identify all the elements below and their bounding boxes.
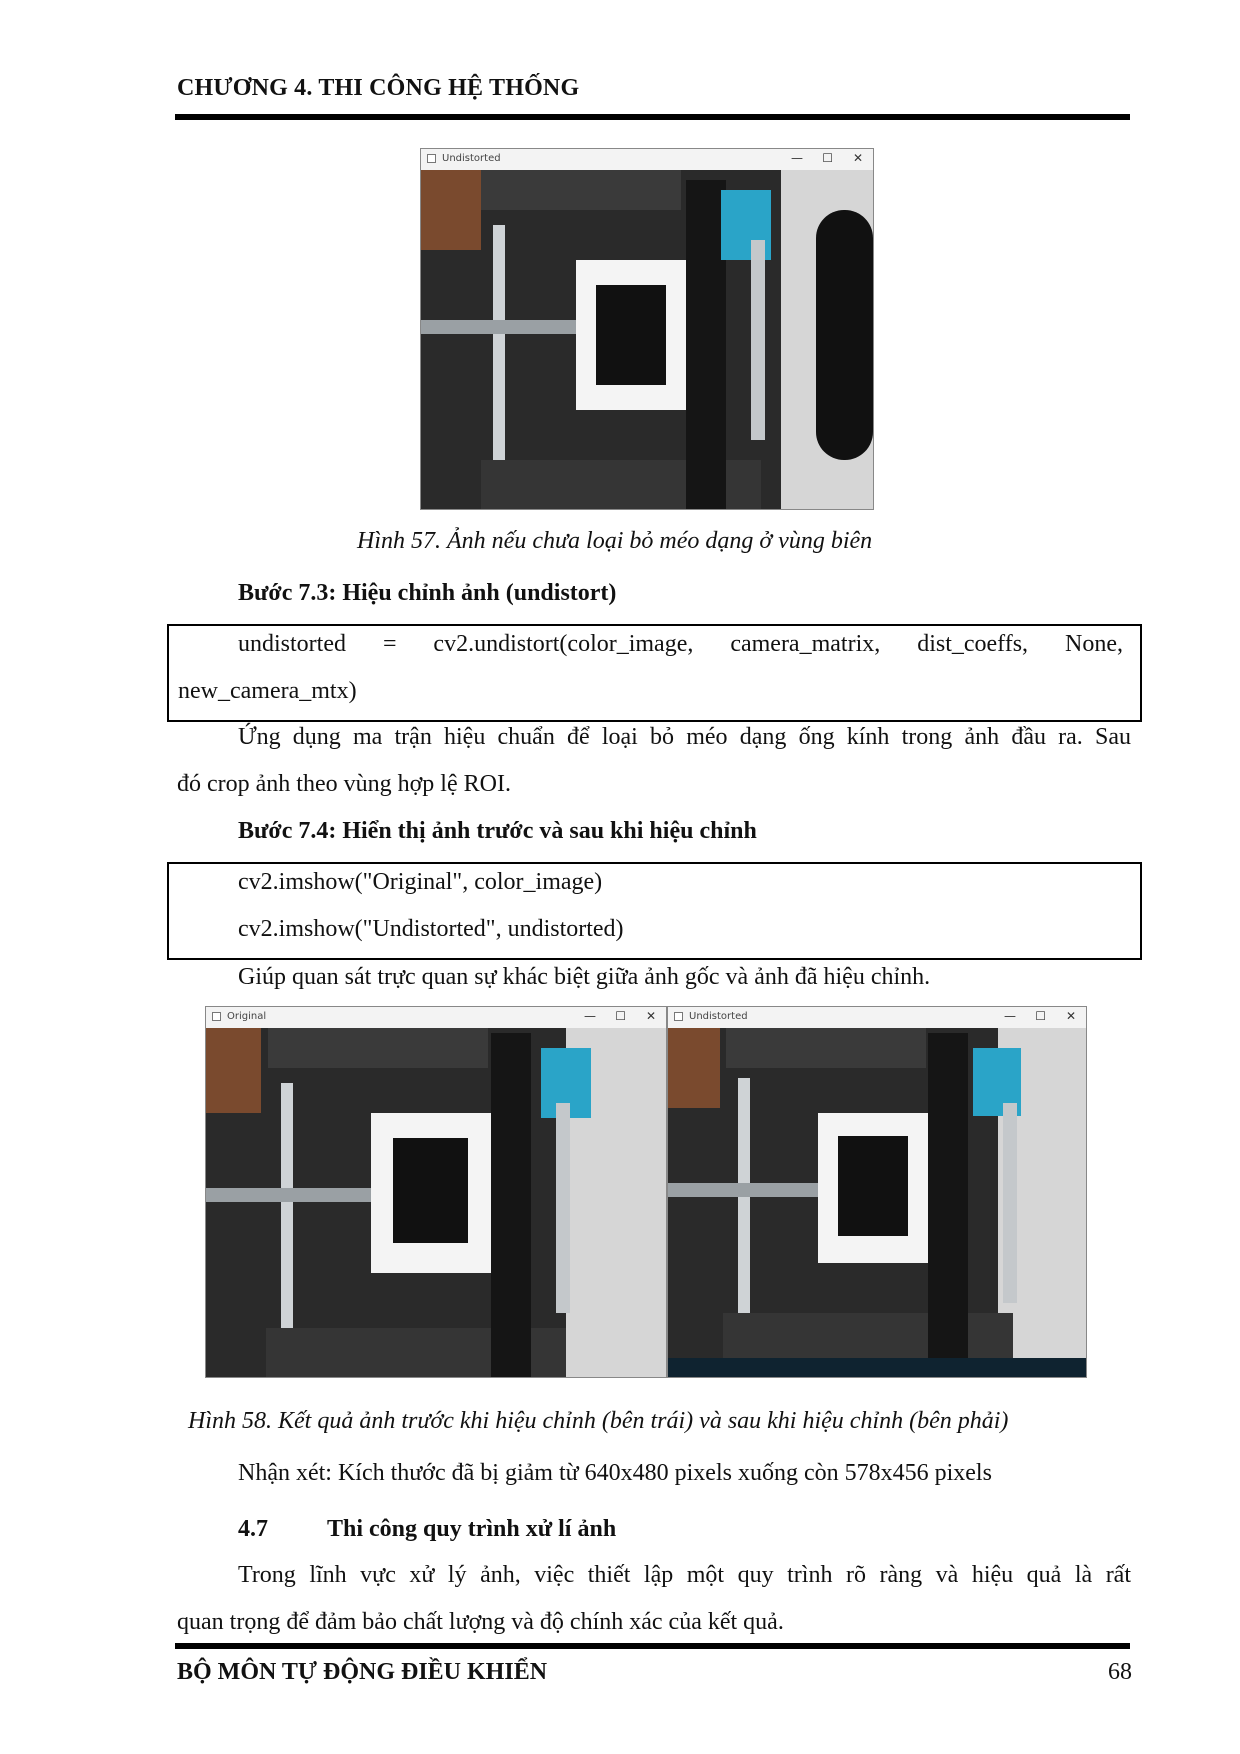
figure58-left-photo xyxy=(206,1028,666,1377)
figure58-left-window-title: Original xyxy=(227,1011,267,1022)
figure58-caption: Hình 58. Kết quả ảnh trước khi hiệu chỉnh (bên trái) và sau khi hiệu chỉnh (bên phải) xyxy=(188,1408,1009,1434)
figure57-window-title: Undistorted xyxy=(442,153,501,164)
page-number: 68 xyxy=(1108,1659,1132,1685)
code-line: cv2.imshow("Original", color_image) xyxy=(238,869,603,895)
code-line: new_camera_mtx) xyxy=(178,678,357,704)
window-app-icon xyxy=(212,1012,221,1021)
conveyor-photo xyxy=(421,170,873,509)
figure58-right-titlebar xyxy=(668,1007,1086,1029)
figure57-photo xyxy=(421,170,873,509)
figure58-right-window-title: Undistorted xyxy=(689,1011,748,1022)
minimize-icon: — xyxy=(584,1009,596,1023)
step74-paragraph: Giúp quan sát trực quan sự khác biệt giữa ảnh gốc và ảnh đã hiệu chỉnh. xyxy=(238,964,931,990)
step73-heading: Bước 7.3: Hiệu chỉnh ảnh (undistort) xyxy=(238,580,617,606)
code-line: cv2.imshow("Undistorted", undistorted) xyxy=(238,916,624,942)
window-app-icon xyxy=(674,1012,683,1021)
step73-code-box xyxy=(167,624,1142,722)
header-divider xyxy=(175,114,1130,120)
section-paragraph-line: Trong lĩnh vực xử lý ảnh, việc thiết lập một quy trình rõ ràng và hiệu quả là rất xyxy=(238,1562,1131,1588)
maximize-icon: ☐ xyxy=(615,1009,626,1023)
figure58-right-window xyxy=(667,1006,1087,1378)
minimize-icon: — xyxy=(791,151,803,165)
minimize-icon: — xyxy=(1004,1009,1016,1023)
original-photo xyxy=(206,1028,666,1377)
code-line: undistorted = cv2.undistort(color_image, camera_matrix, dist_coeffs, None, xyxy=(238,631,1123,657)
section-number: 4.7 xyxy=(238,1516,268,1542)
window-app-icon xyxy=(427,154,436,163)
footer-department: BỘ MÔN TỰ ĐỘNG ĐIỀU KHIỂN xyxy=(177,1659,548,1685)
step73-paragraph-line: Ứng dụng ma trận hiệu chuẩn để loại bỏ méo dạng ống kính trong ảnh đầu ra. Sau xyxy=(238,724,1131,750)
section-title: Thi công quy trình xử lí ảnh xyxy=(327,1516,617,1542)
footer-divider xyxy=(175,1643,1130,1649)
step74-heading: Bước 7.4: Hiển thị ảnh trước và sau khi hiệu chỉnh xyxy=(238,818,757,844)
maximize-icon: ☐ xyxy=(1035,1009,1046,1023)
close-icon: ✕ xyxy=(645,1009,656,1023)
undistorted-photo xyxy=(668,1028,1086,1377)
figure57-window xyxy=(420,148,874,510)
figure58-left-titlebar xyxy=(206,1007,666,1029)
figure57-titlebar xyxy=(421,149,873,171)
figure57-caption: Hình 57. Ảnh nếu chưa loại bỏ méo dạng ở vùng biên xyxy=(357,528,873,554)
remark-text: Nhận xét: Kích thước đã bị giảm từ 640x480 pixels xuống còn 578x456 pixels xyxy=(238,1460,992,1486)
close-icon: ✕ xyxy=(852,151,863,165)
step74-code-box xyxy=(167,862,1142,960)
step73-paragraph-line: đó crop ảnh theo vùng hợp lệ ROI. xyxy=(177,771,511,797)
figure58-left-window xyxy=(205,1006,667,1378)
chapter-header: CHƯƠNG 4. THI CÔNG HỆ THỐNG xyxy=(177,75,580,101)
close-icon: ✕ xyxy=(1065,1009,1076,1023)
section-paragraph-line: quan trọng để đảm bảo chất lượng và độ chính xác của kết quả. xyxy=(177,1609,784,1635)
maximize-icon: ☐ xyxy=(822,151,833,165)
figure58-right-photo xyxy=(668,1028,1086,1377)
